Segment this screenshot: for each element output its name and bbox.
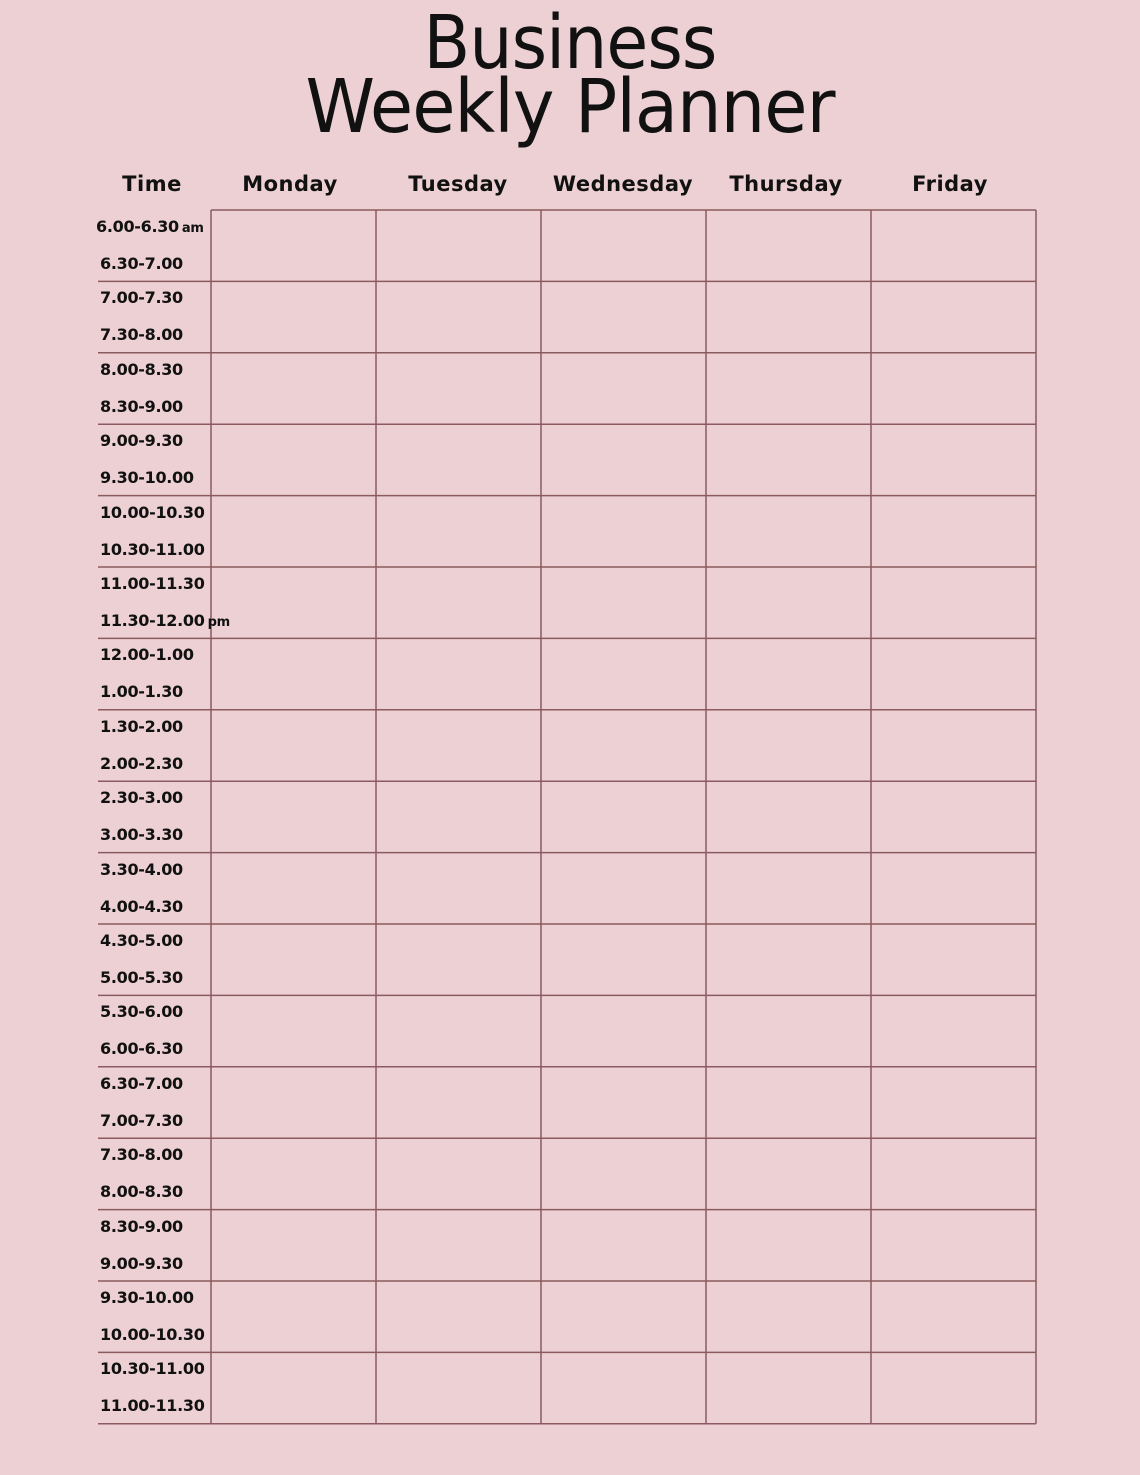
time-slot-label [100, 1110, 183, 1130]
schedule-cell-friday[interactable] [872, 1282, 1035, 1351]
time-range: 2.30-3.00 [100, 788, 183, 808]
time-range: 8.00-8.30 [100, 359, 183, 379]
schedule-cell-wednesday[interactable] [542, 1139, 705, 1208]
time-slot-label [100, 1290, 194, 1306]
schedule-cell-thursday[interactable] [707, 1068, 870, 1137]
header-time: Time [122, 172, 182, 196]
schedule-cell-thursday[interactable] [707, 282, 870, 351]
schedule-cell-friday[interactable] [872, 639, 1035, 708]
time-slot-label [100, 933, 183, 949]
time-range: 5.30-6.00 [100, 1002, 183, 1022]
schedule-cell-friday[interactable] [872, 1139, 1035, 1208]
schedule-cell-wednesday[interactable] [542, 711, 705, 780]
schedule-cell-wednesday[interactable] [542, 1211, 705, 1280]
schedule-cell-friday[interactable] [872, 925, 1035, 994]
schedule-cell-thursday[interactable] [707, 1353, 870, 1422]
schedule-cell-wednesday[interactable] [542, 425, 705, 494]
schedule-cell-monday[interactable] [212, 425, 375, 494]
header-wednesday: Wednesday [552, 172, 694, 196]
schedule-cell-thursday[interactable] [707, 425, 870, 494]
time-range: 9.30-10.00 [100, 1288, 194, 1307]
schedule-cell-thursday[interactable] [707, 782, 870, 851]
schedule-cell-monday[interactable] [212, 925, 375, 994]
time-slot-label [100, 1253, 183, 1273]
schedule-cell-wednesday[interactable] [542, 497, 705, 566]
time-meridiem: pm [207, 615, 230, 630]
time-range: 8.30-9.00 [100, 396, 183, 416]
time-range: 2.00-2.30 [100, 753, 183, 773]
schedule-cell-friday[interactable] [872, 282, 1035, 351]
time-range: 6.00-6.30 [100, 1039, 183, 1059]
schedule-cell-monday[interactable] [212, 1282, 375, 1351]
time-range: 11.30-12.00 [100, 611, 205, 630]
time-slot-label [100, 613, 230, 629]
schedule-cell-monday[interactable] [212, 1139, 375, 1208]
schedule-cell-wednesday[interactable] [542, 639, 705, 708]
time-slot-label [100, 684, 183, 700]
time-slot-label [100, 1041, 183, 1057]
time-slot-label [100, 290, 183, 306]
schedule-cell-monday[interactable] [212, 711, 375, 780]
schedule-cell-wednesday[interactable] [542, 1353, 705, 1422]
time-range: 7.00-7.30 [100, 1110, 183, 1130]
time-slot-label [100, 576, 205, 592]
schedule-cell-thursday[interactable] [707, 925, 870, 994]
schedule-cell-friday[interactable] [872, 711, 1035, 780]
schedule-cell-monday[interactable] [212, 568, 375, 637]
time-range: 5.00-5.30 [100, 968, 183, 987]
schedule-cell-tuesday[interactable] [377, 354, 540, 423]
schedule-cell-monday[interactable] [212, 211, 375, 280]
time-range: 11.00-11.30 [100, 1396, 205, 1416]
schedule-cell-friday[interactable] [872, 568, 1035, 637]
time-slot-label [100, 1361, 205, 1377]
schedule-cell-tuesday[interactable] [377, 568, 540, 637]
time-range: 10.00-10.30 [100, 502, 205, 522]
schedule-cell-tuesday[interactable] [377, 1211, 540, 1280]
schedule-cell-wednesday[interactable] [542, 211, 705, 280]
schedule-cell-thursday[interactable] [707, 354, 870, 423]
schedule-cell-wednesday[interactable] [542, 354, 705, 423]
schedule-cell-monday[interactable] [212, 996, 375, 1065]
schedule-cell-thursday[interactable] [707, 854, 870, 923]
planner-title-line2: Weekly Planner [305, 64, 835, 150]
time-range: 6.00-6.30 [96, 217, 179, 236]
schedule-cell-tuesday[interactable] [377, 639, 540, 708]
schedule-cell-tuesday[interactable] [377, 1282, 540, 1351]
time-range: 6.30-7.00 [100, 254, 183, 273]
time-range: 8.00-8.30 [100, 1182, 183, 1202]
schedule-cell-tuesday[interactable] [377, 996, 540, 1065]
time-slot-label [100, 256, 183, 272]
time-slot-label [100, 790, 183, 806]
schedule-cell-monday[interactable] [212, 854, 375, 923]
time-slot-label [100, 859, 183, 879]
time-range: 10.30-11.00 [100, 539, 205, 559]
schedule-cell-tuesday[interactable] [377, 854, 540, 923]
schedule-cell-wednesday[interactable] [542, 854, 705, 923]
time-slot-label [100, 647, 194, 663]
time-range: 1.00-1.30 [100, 682, 183, 702]
time-range: 7.30-8.00 [100, 325, 183, 345]
schedule-cell-tuesday[interactable] [377, 497, 540, 566]
schedule-cell-friday[interactable] [872, 211, 1035, 280]
schedule-cell-wednesday[interactable] [542, 996, 705, 1065]
schedule-cell-tuesday[interactable] [377, 211, 540, 280]
schedule-cell-tuesday[interactable] [377, 711, 540, 780]
schedule-cell-thursday[interactable] [707, 497, 870, 566]
time-slot-label [100, 1184, 183, 1200]
time-slot-label [100, 470, 194, 486]
time-range: 7.30-8.00 [100, 1145, 183, 1165]
schedule-cell-monday[interactable] [212, 782, 375, 851]
schedule-cell-tuesday[interactable] [377, 1353, 540, 1422]
schedule-cell-tuesday[interactable] [377, 425, 540, 494]
time-slot-label [100, 1398, 205, 1414]
time-slot-label [100, 753, 183, 773]
time-slot-label [100, 396, 183, 416]
schedule-cell-thursday[interactable] [707, 1282, 870, 1351]
schedule-cell-friday[interactable] [872, 497, 1035, 566]
time-slot-label [100, 827, 183, 843]
schedule-cell-tuesday[interactable] [377, 282, 540, 351]
schedule-cell-friday[interactable] [872, 1353, 1035, 1422]
header-monday: Monday [242, 172, 338, 196]
schedule-cell-wednesday[interactable] [542, 1282, 705, 1351]
schedule-cell-friday[interactable] [872, 1211, 1035, 1280]
schedule-cell-monday[interactable] [212, 1068, 375, 1137]
time-slot-label [96, 219, 204, 235]
time-slot-label [100, 433, 183, 449]
schedule-cell-friday[interactable] [872, 782, 1035, 851]
time-slot-label [100, 327, 183, 343]
schedule-cell-friday[interactable] [872, 854, 1035, 923]
schedule-cell-monday[interactable] [212, 1353, 375, 1422]
header-friday: Friday [912, 172, 988, 196]
time-range: 3.00-3.30 [100, 825, 183, 845]
time-slot-label [100, 896, 183, 916]
schedule-cell-monday[interactable] [212, 354, 375, 423]
schedule-cell-monday[interactable] [212, 639, 375, 708]
time-range: 4.30-5.00 [100, 931, 183, 950]
time-slot-label [100, 1073, 183, 1093]
schedule-cell-monday[interactable] [212, 497, 375, 566]
schedule-cell-friday[interactable] [872, 1068, 1035, 1137]
time-range: 11.00-11.30 [100, 574, 205, 593]
time-range: 8.30-9.00 [100, 1216, 183, 1236]
time-slot-label [100, 539, 205, 559]
schedule-cell-wednesday[interactable] [542, 782, 705, 851]
time-range: 3.30-4.00 [100, 859, 183, 879]
time-range: 9.30-10.00 [100, 468, 194, 488]
schedule-cell-wednesday[interactable] [542, 568, 705, 637]
time-range: 10.30-11.00 [100, 1359, 205, 1379]
time-slot-label [100, 1216, 183, 1236]
time-range: 9.00-9.30 [100, 431, 183, 451]
header-tuesday: Tuesday [408, 172, 508, 196]
schedule-cell-monday[interactable] [212, 1211, 375, 1280]
time-slot-label [100, 716, 183, 736]
schedule-cell-tuesday[interactable] [377, 1139, 540, 1208]
schedule-cell-wednesday[interactable] [542, 925, 705, 994]
header-thursday: Thursday [729, 172, 843, 196]
schedule-cell-wednesday[interactable] [542, 282, 705, 351]
schedule-cell-tuesday[interactable] [377, 782, 540, 851]
time-range: 12.00-1.00 [100, 645, 194, 665]
schedule-cell-tuesday[interactable] [377, 925, 540, 994]
schedule-cell-monday[interactable] [212, 282, 375, 351]
schedule-cell-thursday[interactable] [707, 568, 870, 637]
time-slot-label [100, 1147, 183, 1163]
time-slot-label [100, 1004, 183, 1020]
time-range: 9.00-9.30 [100, 1253, 183, 1273]
time-range: 4.00-4.30 [100, 896, 183, 916]
schedule-cell-thursday[interactable] [707, 211, 870, 280]
time-range: 7.00-7.30 [100, 288, 183, 308]
schedule-cell-thursday[interactable] [707, 996, 870, 1065]
time-slot-label [100, 359, 183, 379]
time-meridiem: am [181, 221, 204, 236]
schedule-cell-friday[interactable] [872, 425, 1035, 494]
time-slot-label [100, 1327, 205, 1343]
schedule-cell-thursday[interactable] [707, 1211, 870, 1280]
schedule-cell-thursday[interactable] [707, 1139, 870, 1208]
planner-title-line1: Business [423, 0, 717, 86]
time-range: 1.30-2.00 [100, 716, 183, 736]
schedule-cell-friday[interactable] [872, 354, 1035, 423]
time-range: 10.00-10.30 [100, 1325, 205, 1344]
schedule-cell-wednesday[interactable] [542, 1068, 705, 1137]
schedule-cell-friday[interactable] [872, 996, 1035, 1065]
schedule-cell-thursday[interactable] [707, 639, 870, 708]
time-slot-label [100, 502, 205, 522]
time-range: 6.30-7.00 [100, 1073, 183, 1093]
time-slot-label [100, 970, 183, 986]
schedule-cell-tuesday[interactable] [377, 1068, 540, 1137]
schedule-cell-thursday[interactable] [707, 711, 870, 780]
